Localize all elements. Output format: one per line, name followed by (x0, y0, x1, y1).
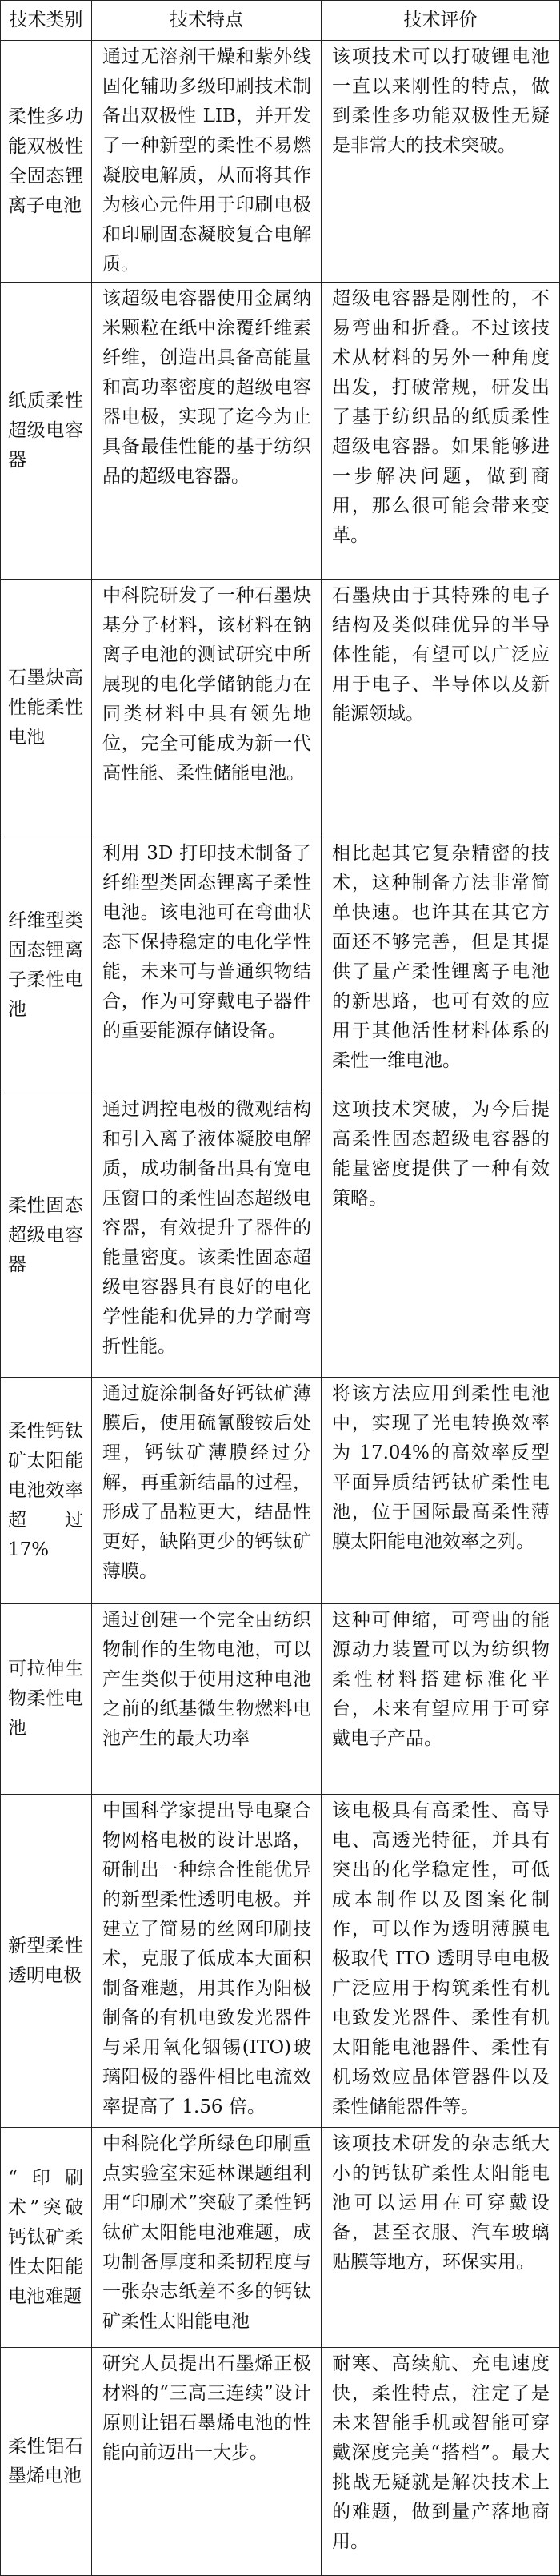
row-evaluation-cell: 耐寒、高续航、充电速度快，柔性特点，注定了是未来智能手机或智能可穿戴深度完美“搭档”。最大挑战无疑就是解决技术上的难题，做到量产落地商用。 (322, 2348, 560, 2576)
row-features-cell: 利用 3D 打印技术制备了纤维型类固态锂离子柔性电池。该电池可在弯曲状态下保持稳定的电化学性能，未来可与普通织物结合，作为可穿戴电子器件的重要能源存储设备。 (92, 837, 322, 1093)
row-category-cell (1, 580, 92, 837)
row-category-cell (1, 1604, 92, 1795)
table-row (1, 837, 560, 1093)
header-evaluation (322, 1, 560, 41)
row-category-text: 柔性钙钛矿太阳能电池效率超过 17% (8, 1420, 83, 1560)
row-features-cell: 中科院研发了一种石墨炔基分子材料，该材料在钠离子电池的测试研究中所展现的电化学储钠能力在同类材料中具有领先地位，完全可能成为新一代高性能、柔性储能电池。 (92, 580, 322, 837)
row-evaluation-cell: 将该方法应用到柔性电池中，实现了光电转换效率为 17.04%的高效率反型平面异质结钙钛矿柔性电池，位于国际最高柔性薄膜太阳能电池效率之列。 (322, 1378, 560, 1604)
row-features-cell: 通过创建一个完全由纺织物制作的生物电池，可以产生类似于使用这种电池之前的纸基微生物燃料电池产生的最大功率 (92, 1604, 322, 1795)
row-category-text: 可拉伸生物柔性电池 (8, 1659, 83, 1739)
header-category (1, 1, 92, 41)
table-header-row (1, 1, 560, 41)
row-category-text: 纤维型类固态锂离子柔性电池 (8, 909, 83, 1020)
table-row (1, 1093, 560, 1378)
row-features-cell: 通过无溶剂干燥和紫外线固化辅助多级印刷技术制备出双极性 LIB，并开发了一种新型的柔性不易燃凝胶电解质，从而将其作为核心元件用于印刷电极和印刷固态凝胶复合电解质。 (92, 41, 322, 283)
row-evaluation-cell: 该电极具有高柔性、高导电、高透光特征，并具有突出的化学稳定性，可低成本制作以及图案化制作，可以作为透明薄膜电极取代 ITO 透明导电电极广泛应用于构筑柔性有机电致发光器件、柔性有机太阳能电池器件、柔性有机场效应晶体管器件以及柔性储能器件等。 (322, 1795, 560, 2128)
row-category-cell (1, 1795, 92, 2128)
row-features-cell: 通过调控电极的微观结构和引入离子液体凝胶电解质，成功制备出具有宽电压窗口的柔性固态超级电容器，有效提升了器件的能量密度。该柔性固态超级电容器具有良好的电化学性能和优异的力学耐弯折性能。 (92, 1093, 322, 1378)
table-row (1, 580, 560, 837)
table-row (1, 1604, 560, 1795)
row-category-cell (1, 837, 92, 1093)
row-features-cell: 中科院化学所绿色印刷重点实验室宋延林课题组利用“印刷术”突破了柔性钙钛矿太阳能电池难题，成功制备厚度和柔韧程度与一张杂志纸差不多的钙钛矿柔性太阳能电池 (92, 2128, 322, 2348)
row-category-cell (1, 2128, 92, 2348)
row-category-cell (1, 1378, 92, 1604)
row-evaluation-cell: 这种可伸缩，可弯曲的能源动力装置可以为纺织物柔性材料搭建标准化平台，未来有望应用于可穿戴电子产品。 (322, 1604, 560, 1795)
row-evaluation-cell: 超级电容器是刚性的，不易弯曲和折叠。不过该技术从材料的另外一种角度出发，打破常规，研发出了基于纺织品的纸质柔性超级电容器。如果能够进一步解决问题，做到商用，那么很可能会带来变革。 (322, 283, 560, 580)
row-category-text: 柔性多功能双极性全固态锂离子电池 (8, 106, 83, 216)
row-category-text: 柔性固态超级电容器 (8, 1194, 83, 1275)
row-category-cell (1, 283, 92, 580)
row-evaluation-cell: 相比起其它复杂精密的技术，这种制备方法非常简单快速。也许其在其它方面还不够完善，但是其提供了量产柔性锂离子电池的新思路，也可有效的应用于其他活性材料体系的柔性一维电池。 (322, 837, 560, 1093)
row-features-cell: 中国科学家提出导电聚合物网格电极的设计思路，研制出一种综合性能优异的新型柔性透明电极。并建立了简易的丝网印刷技术，克服了低成本大面积制备难题，用其作为阳极制备的有机电致发光器件与采用氧化铟锡(ITO)玻璃阳极的器件相比电流效率提高了 1.56 倍。 (92, 1795, 322, 2128)
header-evaluation-label: 技术评价 (403, 10, 478, 30)
table-row (1, 41, 560, 283)
row-evaluation-cell: 该项技术研发的杂志纸大小的钙钛矿柔性太阳能电池可以运用在可穿戴设备，甚至衣服、汽车玻璃贴膜等地方，环保实用。 (322, 2128, 560, 2348)
row-features-cell: 该超级电容器使用金属纳米颗粒在纸中涂覆纤维素纤维，创造出具备高能量和高功率密度的超级电容器电极，实现了迄今为止具备最佳性能的基于纺织品的超级电容器。 (92, 283, 322, 580)
row-category-text: 柔性铝石墨烯电池 (8, 2436, 83, 2486)
header-category-label: 技术类别 (9, 10, 83, 30)
table-row (1, 1795, 560, 2128)
row-features-cell: 通过旋涂制备好钙钛矿薄膜后，使用硫氰酸铵后处理，钙钛矿薄膜经过分解，再重新结晶的过程，形成了晶粒更大，结晶性更好，缺陷更少的钙钛矿薄膜。 (92, 1378, 322, 1604)
header-features (92, 1, 322, 41)
table-row (1, 1378, 560, 1604)
row-evaluation-cell: 这项技术突破，为今后提高柔性固态超级电容器的能量密度提供了一种有效策略。 (322, 1093, 560, 1378)
row-evaluation-cell: 石墨炔由于其特殊的电子结构及类似硅优异的半导体性能，有望可以广泛应用于电子、半导体以及新能源领域。 (322, 580, 560, 837)
row-evaluation-cell: 该项技术可以打破锂电池一直以来刚性的特点，做到柔性多功能双极性无疑是非常大的技术突破。 (322, 41, 560, 283)
row-category-text: 新型柔性透明电极 (8, 1935, 83, 1986)
row-category-cell (1, 41, 92, 283)
row-category-text: “印刷术”突破钙钛矿柔性太阳能电池难题 (8, 2167, 83, 2307)
row-category-cell (1, 1093, 92, 1378)
header-features-label: 技术特点 (170, 10, 243, 30)
row-category-text: 纸质柔性超级电容器 (8, 390, 83, 471)
row-category-cell (1, 2348, 92, 2576)
table-row (1, 283, 560, 580)
table-row (1, 2128, 560, 2348)
row-category-text: 石墨炔高性能柔性电池 (8, 668, 83, 748)
row-features-cell: 研究人员提出石墨烯正极材料的“三高三连续”设计原则让铝石墨烯电池的性能向前迈出一大步。 (92, 2348, 322, 2576)
table-row (1, 2348, 560, 2576)
